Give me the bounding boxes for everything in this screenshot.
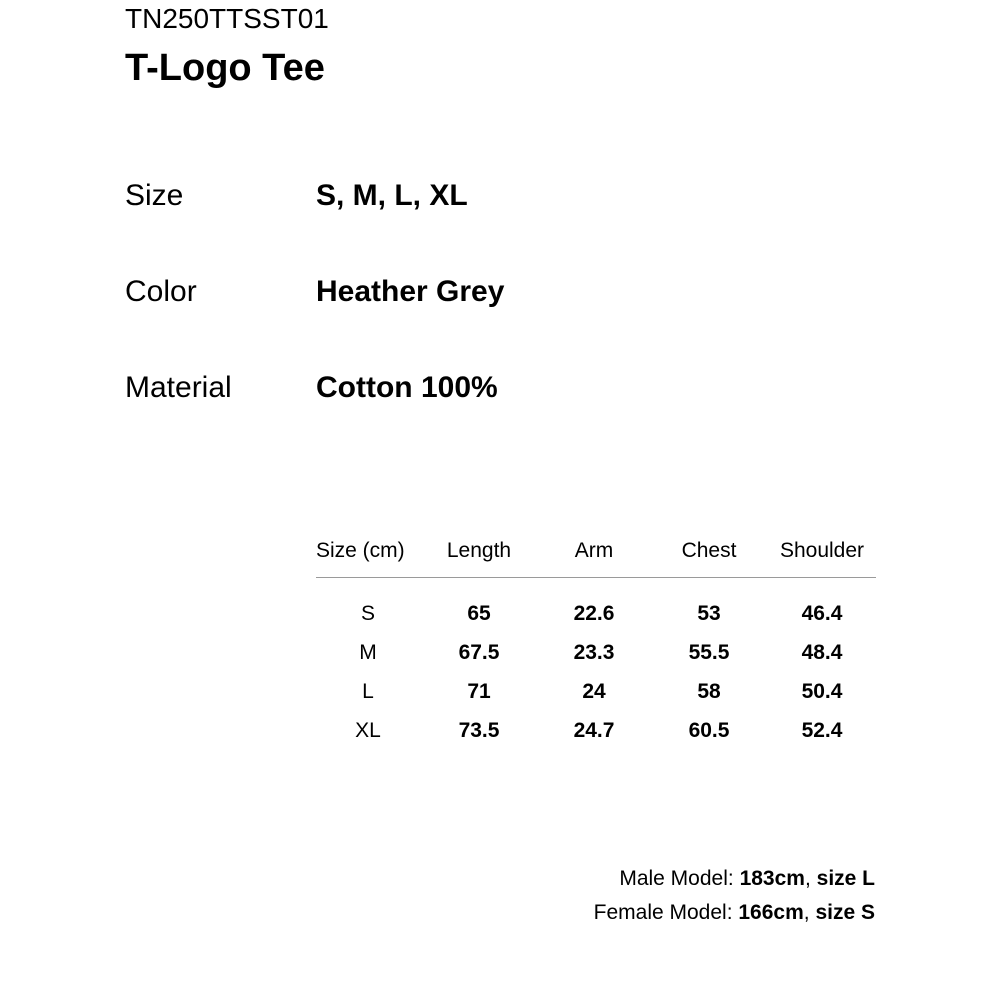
chest-cell: 60.5 [688,718,730,742]
size-chart-header-row [316,535,876,578]
shoulder-cell: 52.4 [801,718,843,742]
column-header-arm: Arm [538,535,650,578]
table-row [316,633,876,672]
shoulder-cell: 50.4 [801,679,843,703]
column-header-shoulder: Shoulder [768,535,876,578]
length-cell: 73.5 [458,718,500,742]
size-cell: M [359,640,377,664]
product-title: T-Logo Tee [125,47,325,89]
spec-label-size: Size [125,179,184,212]
size-cell: XL [355,718,381,742]
female-model-label: Female Model: [593,901,733,924]
column-header-chest: Chest [650,535,768,578]
length-cell: 65 [467,601,491,625]
size-cell: S [360,601,375,625]
female-model-size: size S [815,901,875,924]
table-row [316,711,876,750]
spec-row-size [125,176,825,216]
table-row [316,672,876,711]
spec-value-size: S, M, L, XL [316,179,468,212]
arm-cell: 24 [582,679,606,703]
female-model-height: 166cm [738,901,804,924]
female-model-separator: , [803,901,810,924]
product-code: TN250TTSST01 [125,3,329,34]
chest-cell: 58 [697,679,721,703]
size-cell: L [362,679,374,703]
spec-value-color: Heather Grey [316,275,505,308]
column-header-length: Length [420,535,538,578]
spec-value-material: Cotton 100% [316,371,498,404]
column-header-size: Size (cm) [316,535,420,578]
male-model-size: size L [816,867,875,890]
male-model-info [619,865,875,893]
spec-label-material: Material [125,371,232,404]
male-model-label: Male Model: [619,867,734,890]
chest-cell: 55.5 [688,640,730,664]
size-chart [316,535,876,750]
length-cell: 67.5 [458,640,500,664]
spec-row-color [125,272,825,312]
female-model-info [594,899,875,927]
arm-cell: 24.7 [573,718,615,742]
arm-cell: 23.3 [573,640,615,664]
size-chart-table [316,535,876,750]
spec-label-color: Color [125,275,197,308]
table-row [316,578,876,634]
length-cell: 71 [467,679,491,703]
male-model-height: 183cm [739,867,805,890]
spec-row-material [125,368,825,408]
male-model-separator: , [804,867,811,890]
shoulder-cell: 48.4 [801,640,843,664]
arm-cell: 22.6 [573,601,615,625]
shoulder-cell: 46.4 [801,601,843,625]
chest-cell: 53 [697,601,721,625]
